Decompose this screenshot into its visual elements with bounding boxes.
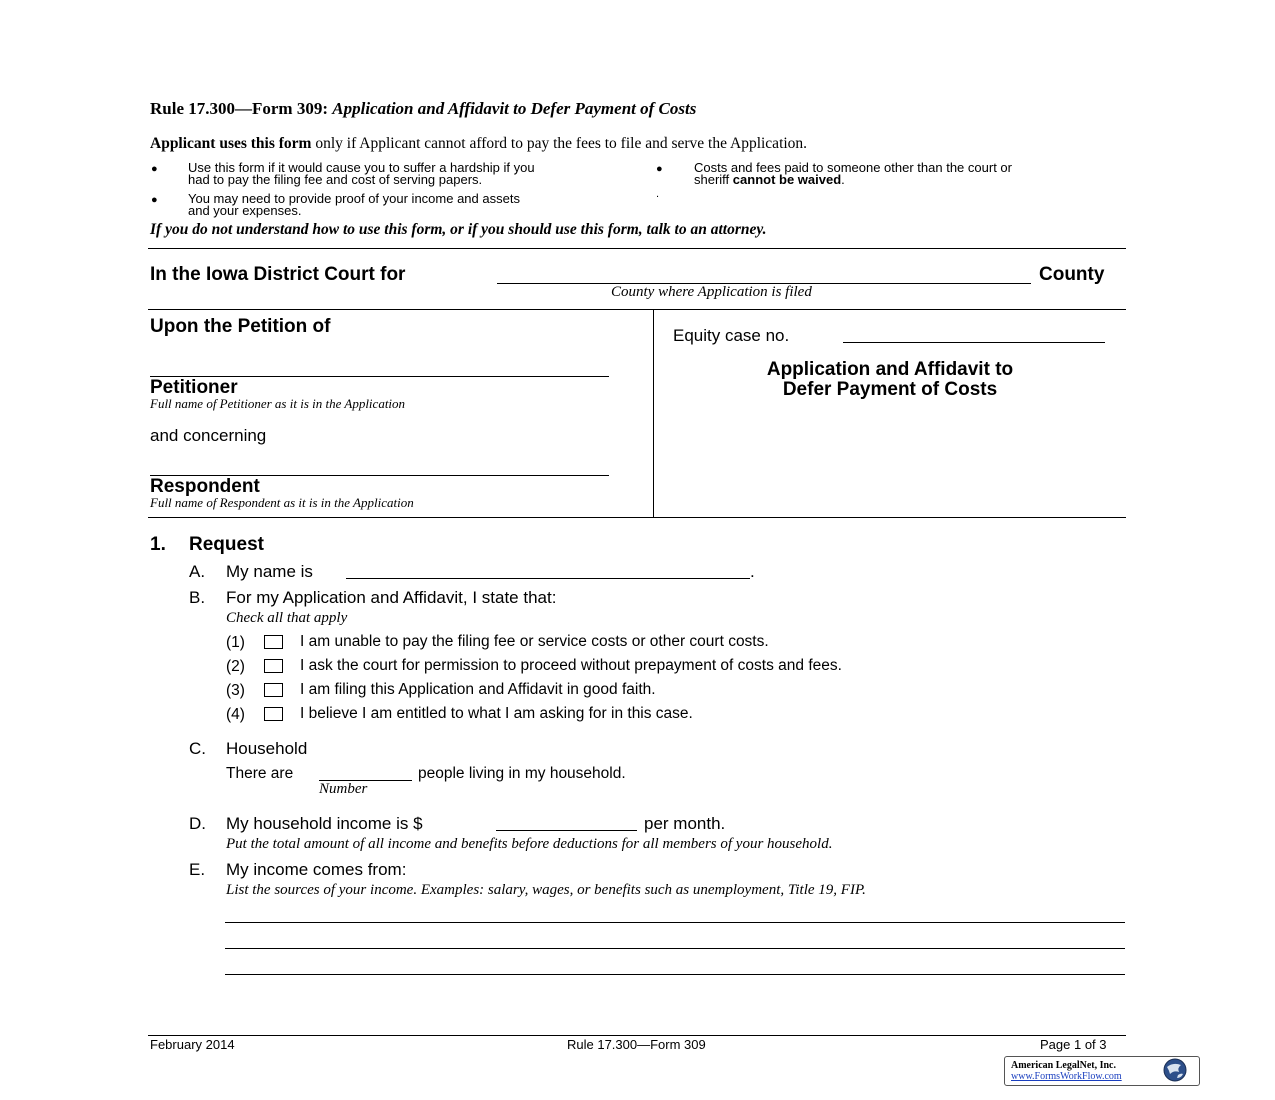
- globe-icon: [1163, 1058, 1187, 1082]
- item-d-letter: D.: [189, 814, 206, 833]
- badge-company: American LegalNet, Inc.: [1011, 1060, 1116, 1071]
- bullet-proof-line2: and your expenses.: [188, 203, 302, 218]
- check-3-text: I am filing this Application and Affidavit in good faith.: [300, 681, 656, 698]
- bullet-dot-icon: ●: [656, 163, 663, 175]
- form-header: [150, 99, 696, 119]
- document-title-line1: Application and Affidavit to: [766, 359, 1014, 380]
- intro-rest: only if Applicant cannot afford to pay the fees to file and serve the Application.: [315, 135, 808, 152]
- item-b-note: Check all that apply: [226, 610, 348, 626]
- item-b-letter: B.: [189, 588, 206, 607]
- section-number: 1.: [150, 534, 166, 555]
- applicant-name-field[interactable]: [346, 578, 750, 579]
- income-sources-line-2[interactable]: [225, 948, 1125, 949]
- household-caption: Number: [319, 781, 368, 797]
- household-income-field[interactable]: [496, 830, 637, 831]
- check-4-number: (4): [226, 706, 245, 723]
- item-e-letter: E.: [189, 860, 206, 879]
- attorney-warning: If you do not understand how to use this form, or if you should use this form, talk to an attorney.: [150, 221, 767, 238]
- income-sources-line-3[interactable]: [225, 974, 1125, 975]
- household-pre: There are: [226, 765, 294, 782]
- item-a-letter: A.: [189, 562, 206, 581]
- bullet-costs-line1: Costs and fees paid to someone other than the court or: [694, 160, 1012, 175]
- household-post: people living in my household.: [418, 765, 626, 782]
- respondent-note: Full name of Respondent as it is in the Application: [150, 495, 414, 510]
- footer-page: Page 1 of 3: [1040, 1037, 1107, 1052]
- bullet-costs: [694, 162, 1012, 186]
- case-no-label: Equity case no.: [673, 326, 790, 345]
- item-c-text: Household: [226, 739, 308, 758]
- petitioner-label: Petitioner: [150, 377, 238, 398]
- check-1-number: (1): [226, 634, 245, 651]
- check-1-checkbox[interactable]: [264, 635, 283, 649]
- bullet-hardship: [188, 162, 535, 186]
- check-2-text: I ask the court for permission to proceed without prepayment of costs and fees.: [300, 657, 842, 674]
- check-2-number: (2): [226, 658, 245, 675]
- petitioner-note: Full name of Petitioner as it is in the Application: [150, 396, 406, 411]
- bullet-dot-icon: ●: [151, 163, 158, 175]
- check-4-text: I believe I am entitled to what I am asking for in this case.: [300, 705, 693, 722]
- check-3-checkbox[interactable]: [264, 683, 283, 697]
- respondent-label: Respondent: [150, 476, 260, 497]
- item-a-period: .: [750, 562, 755, 581]
- item-a-text: My name is: [226, 562, 313, 581]
- item-d-pre: My household income is $: [226, 814, 423, 833]
- item-d-post: per month.: [644, 814, 726, 833]
- legalnet-badge[interactable]: [1004, 1056, 1200, 1086]
- section-title: Request: [189, 534, 264, 555]
- badge-url[interactable]: www.FormsWorkFlow.com: [1011, 1071, 1122, 1082]
- form-title: Application and Affidavit to Defer Payment of Costs: [332, 99, 697, 118]
- court-prefix: In the Iowa District Court for: [150, 264, 406, 285]
- bullet-proof-line1: You may need to provide proof of your income and assets: [188, 191, 520, 206]
- divider: [148, 248, 1126, 249]
- bullet-hardship-line2: had to pay the filing fee and cost of serving papers.: [188, 172, 483, 187]
- bullet-costs-line2: sheriff cannot be waived.: [694, 172, 845, 187]
- rule-label: Rule 17.300—Form 309:: [150, 99, 329, 118]
- bullet-dot-icon: ●: [151, 194, 158, 206]
- document-title: [655, 360, 1125, 400]
- petition-of-label: Upon the Petition of: [150, 316, 331, 337]
- check-2-checkbox[interactable]: [264, 659, 283, 673]
- item-d-note: Put the total amount of all income and benefits before deductions for all members of your household.: [226, 836, 833, 852]
- document-title-line2: Defer Payment of Costs: [782, 379, 998, 400]
- case-number-field[interactable]: [843, 342, 1105, 343]
- bullet-hardship-line1: Use this form if it would cause you to suffer a hardship if you: [188, 160, 535, 175]
- county-caption: County where Application is filed: [611, 284, 812, 300]
- court-suffix: County: [1039, 264, 1105, 285]
- divider: [148, 309, 1126, 310]
- concerning-label: and concerning: [150, 426, 267, 445]
- check-1-text: I am unable to pay the filing fee or service costs or other court costs.: [300, 633, 769, 650]
- check-3-number: (3): [226, 682, 245, 699]
- item-b-text: For my Application and Affidavit, I state that:: [226, 588, 557, 607]
- bullet-proof: [188, 193, 520, 217]
- stray-dot: .: [656, 188, 660, 200]
- footer-divider: [148, 1035, 1126, 1036]
- item-c-letter: C.: [189, 739, 206, 758]
- intro-line: [150, 135, 807, 153]
- check-4-checkbox[interactable]: [264, 707, 283, 721]
- item-e-text: My income comes from:: [226, 860, 407, 879]
- caption-divider: [653, 309, 654, 518]
- income-sources-line-1[interactable]: [225, 922, 1125, 923]
- footer-form: Rule 17.300—Form 309: [567, 1037, 706, 1052]
- item-e-note: List the sources of your income. Examples: salary, wages, or benefits such as unemployment, Title 19, FIP.: [226, 882, 866, 898]
- footer-date: February 2014: [150, 1037, 235, 1052]
- divider: [148, 517, 1126, 518]
- intro-bold: Applicant uses this form: [150, 135, 312, 152]
